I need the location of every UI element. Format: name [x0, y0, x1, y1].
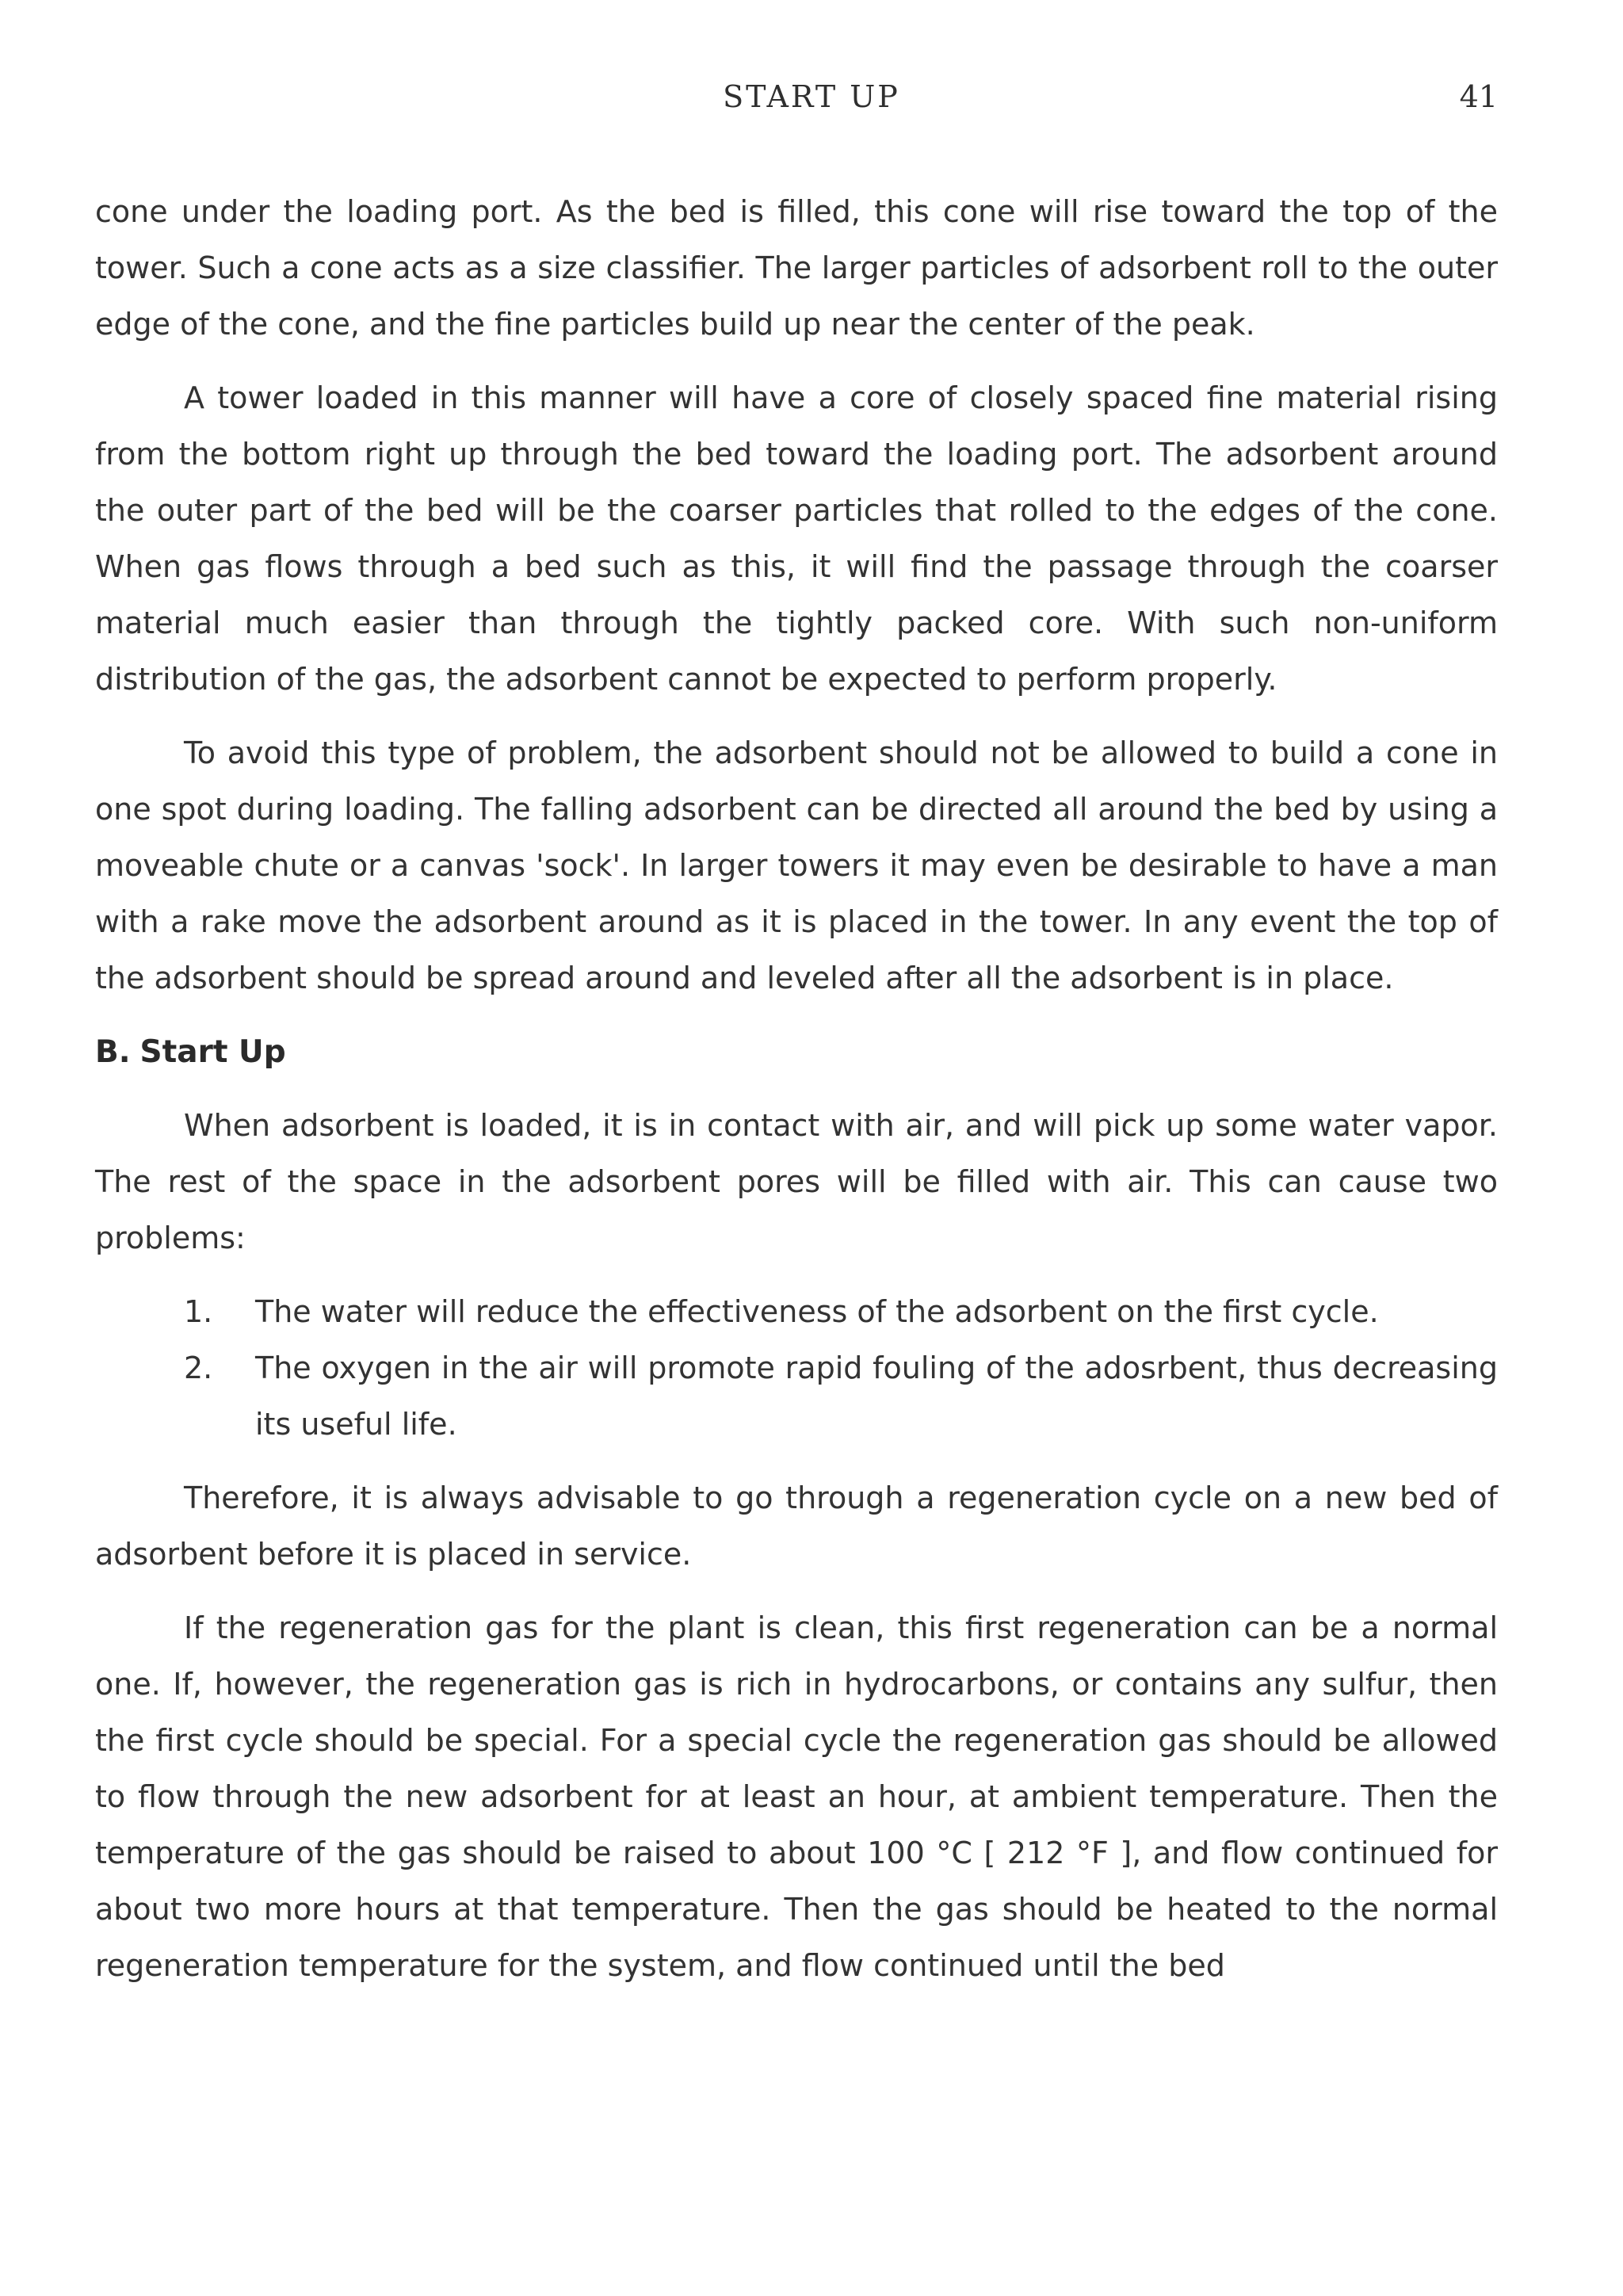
- list-item-text: The water will reduce the effectiveness of the adsorbent on the first cycle.: [255, 1294, 1379, 1329]
- paragraph-3: To avoid this type of problem, the adsorbent should not be allowed to build a cone in one spot during loading. The falling adsorbent can be directed all around the bed by using a moveable chute or a canvas 'sock'. In larger towers it may even be desirable to have a man with a rake move the adsorbent around as it is placed in the tower. In any event the top of the adsorbent should be spread around and leveled after all the adsorbent is in place.: [95, 735, 1498, 995]
- paragraph-1: cone under the loading port. As the bed is filled, this cone will rise toward the top of the tower. Such a cone acts as a size classifier. The larger particles of adsorbent roll to the outer edge of the cone, and the fine particles build up near the center of the peak.: [95, 194, 1498, 342]
- paragraph-4: When adsorbent is loaded, it is in contact with air, and will pick up some water vapor. The rest of the space in the adsorbent pores will be filled with air. This can cause two problems:: [95, 1108, 1498, 1255]
- list-item-number: 1.: [184, 1294, 213, 1329]
- paragraph-5: Therefore, it is always advisable to go through a regeneration cycle on a new bed of adsorbent before it is placed in service.: [95, 1480, 1498, 1572]
- running-header: [0, 79, 1623, 127]
- problem-list: [95, 1284, 1498, 1453]
- body-text: [95, 184, 1498, 1994]
- page-number: 41: [1459, 79, 1498, 114]
- section-title: Start Up: [139, 1034, 286, 1070]
- running-title: START UP: [723, 79, 900, 114]
- list-item-text: The oxygen in the air will promote rapid fouling of the adosrbent, thus decreasing its useful life.: [255, 1350, 1498, 1442]
- list-item: [95, 1340, 1498, 1453]
- paragraph-2: A tower loaded in this manner will have a core of closely spaced fine material rising from the bottom right up through the bed toward the loading port. The adsorbent around the outer part of the bed will be the coarser particles that rolled to the edges of the cone. When gas flows through a bed such as this, it will find the passage through the coarser material much easier than through the tightly packed core. With such non-uniform distribution of the gas, the adsorbent cannot be expected to perform properly.: [95, 380, 1498, 697]
- section-heading: [95, 1024, 1498, 1080]
- section-letter: B.: [95, 1034, 131, 1070]
- paragraph-6: If the regeneration gas for the plant is clean, this first regeneration can be a normal one. If, however, the regeneration gas is rich in hydrocarbons, or contains any sulfur, then the first cycle should be special. For a special cycle the regeneration gas should be allowed to flow through the new adsorbent for at least an hour, at ambient temperature. Then the temperature of the gas should be raised to about 100 °C [ 212 °F ], and flow continued for about two more hours at that temperature. Then the gas should be heated to the normal regeneration temperature for the system, and flow continued until the bed: [95, 1610, 1498, 1983]
- list-item: [95, 1284, 1498, 1340]
- list-item-number: 2.: [184, 1350, 213, 1385]
